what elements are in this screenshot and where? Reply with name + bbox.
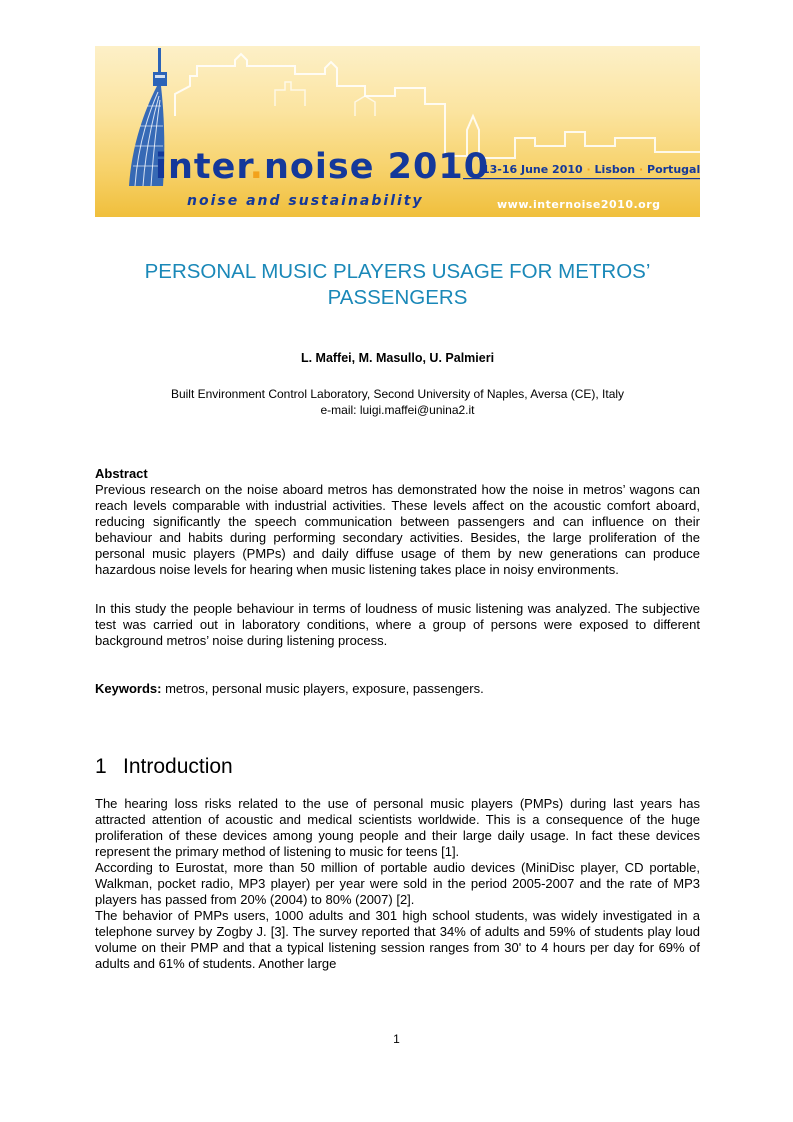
page-number: 1 [393, 1032, 400, 1046]
keywords-label: Keywords: [95, 681, 162, 696]
keywords-text: metros, personal music players, exposure, passengers. [161, 681, 484, 696]
intro-paragraph: The behavior of PMPs users, 1000 adults and 301 high school students, was widely investigated in a telephone survey by Zogby J. [3]. The survey reported that 34% of adults and 59% of students play loud volume on their PMP and that a typical listening session ranges from 30' to 4 hours per day for 69% of adults and 61% of students. Another large [95, 908, 700, 971]
intro-paragraph: The hearing loss risks related to the use of personal music players (PMPs) during last years has attracted attention of acoustic and medical scientists worldwide. This is a consequence of the huge proliferation of these devices among young people and their large daily usage. In fact these devices represent the primary method of listening to music for teens [1]. [95, 796, 700, 859]
conference-date-location: 13-16 June 2010 · Lisbon · Portugal [482, 163, 700, 176]
conference-banner [95, 46, 700, 217]
keywords-line [95, 681, 484, 697]
lisbon-skyline-illustration [95, 46, 700, 217]
abstract-paragraph: In this study the people behaviour in terms of loudness of music listening was analyzed. The subjective test was carried out in laboratory conditions, where a group of persons were exposed to different background metros’ noise during listening process. [95, 601, 700, 648]
conference-url: www.internoise2010.org [497, 198, 661, 211]
conference-logo: inter.noise 2010 [155, 147, 490, 187]
abstract-heading: Abstract [95, 466, 148, 481]
intro-paragraph: According to Eurostat, more than 50 million of portable audio devices (MiniDisc player, CD portable, Walkman, pocket radio, MP3 player) per year were sold in the period 2005-2007 and the rate of MP3 players has passed from 20% (2004) to 80% (2007) [2]. [95, 860, 700, 907]
conference-tagline: noise and sustainability [187, 193, 424, 209]
paper-title: PERSONAL MUSIC PLAYERS USAGE FOR METROS’ PASSENGERS [144, 260, 651, 309]
affiliation: Built Environment Control Laboratory, Second University of Naples, Aversa (CE), Italy [170, 387, 625, 401]
abstract-paragraph: Previous research on the noise aboard metros has demonstrated how the noise in metros’ wagons can reach levels comparable with industrial activities. These levels affect on the acoustic comfort aboard, reducing significantly the speech communication between passengers and can influence on their behaviour and habits during performing secondary activities. Besides, the large proliferation of the personal music players (PMPs) and daily diffuse usage of them by new generations can produce hazardous noise levels for hearing when music listening takes place in noisy environments. [95, 482, 700, 577]
section-heading: 1 Introduction [95, 755, 233, 778]
contact-email: e-mail: luigi.maffei@unina2.it [320, 403, 475, 417]
affiliation-block [95, 386, 700, 418]
author-list: L. Maffei, M. Masullo, U. Palmieri [300, 351, 495, 365]
